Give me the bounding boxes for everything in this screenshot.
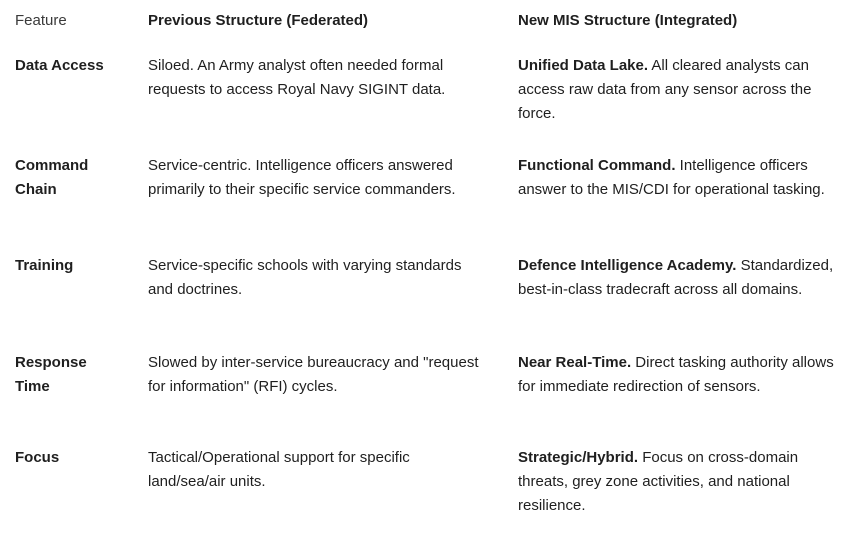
feature-cell: Command Chain	[15, 157, 89, 198]
table-row	[15, 254, 855, 351]
new-structure-cell	[518, 351, 853, 399]
previous-structure-cell: Slowed by inter-service bureaucracy and "request for information" (RFI) cycles.	[148, 354, 479, 395]
new-structure-description: Focus on cross-domain threats, grey zone activities, and national resilience.	[518, 449, 799, 514]
new-structure-cell	[518, 254, 838, 302]
table-row	[15, 154, 855, 254]
new-structure-description: Intelligence officers answer to the MIS/CDI for operational tasking.	[518, 157, 825, 198]
new-structure-column-header: New MIS Structure (Integrated)	[518, 12, 738, 29]
new-structure-cell	[518, 154, 838, 202]
new-structure-description: Direct tasking authority allows for immediate redirection of sensors.	[518, 354, 834, 395]
table-header-row	[15, 6, 855, 48]
feature-cell: Data Access	[15, 57, 104, 74]
previous-structure-cell: Service-specific schools with varying standards and doctrines.	[148, 257, 462, 298]
feature-cell: Training	[15, 257, 74, 274]
new-structure-description: Standardized, best-in-class tradecraft across all domains.	[518, 257, 834, 298]
feature-column-header: Feature	[15, 12, 67, 29]
previous-structure-cell: Siloed. An Army analyst often needed formal requests to access Royal Navy SIGINT data.	[148, 57, 446, 98]
previous-structure-column-header: Previous Structure (Federated)	[148, 12, 369, 29]
new-structure-highlight: Unified Data Lake.	[518, 57, 649, 74]
feature-cell: Focus	[15, 449, 60, 466]
previous-structure-cell: Service-centric. Intelligence officers answered primarily to their specific service commanders.	[148, 157, 456, 198]
new-structure-description: All cleared analysts can access raw data from any sensor across the force.	[518, 57, 812, 122]
new-structure-highlight: Defence Intelligence Academy.	[518, 257, 737, 274]
new-structure-highlight: Near Real-Time.	[518, 354, 632, 371]
feature-cell: Response Time	[15, 354, 87, 395]
table-row	[15, 351, 855, 446]
new-structure-highlight: Strategic/Hybrid.	[518, 449, 639, 466]
new-structure-cell	[518, 446, 838, 518]
table-row	[15, 446, 855, 536]
new-structure-cell	[518, 54, 838, 126]
new-structure-highlight: Functional Command.	[518, 157, 676, 174]
table-row	[15, 48, 855, 154]
previous-structure-cell: Tactical/Operational support for specific land/sea/air units.	[148, 449, 410, 490]
